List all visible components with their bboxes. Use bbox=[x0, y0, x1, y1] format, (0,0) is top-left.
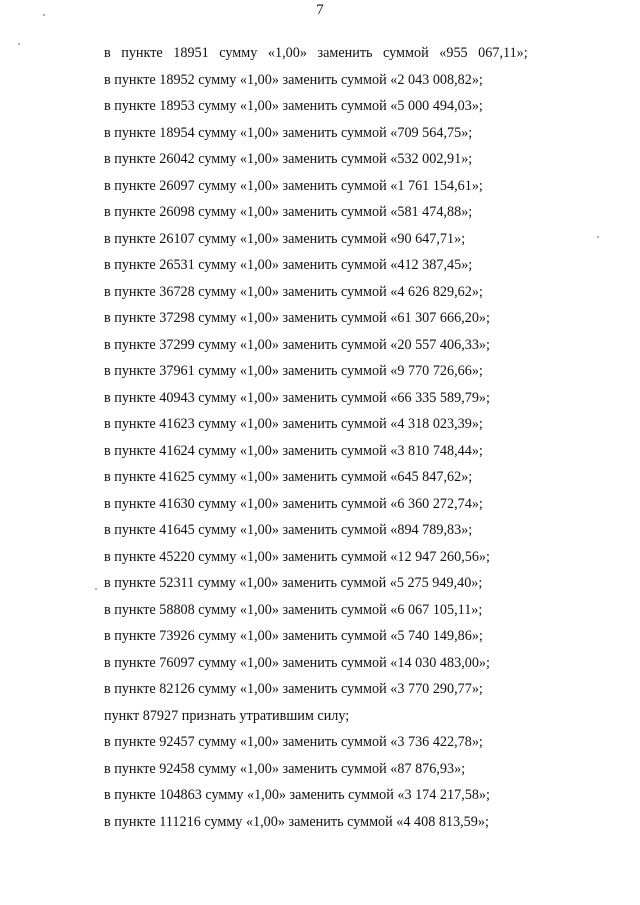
amendment-line: в пункте 41625 сумму «1,00» заменить суммой «645 847,62»; bbox=[104, 469, 473, 485]
amendment-line: в пункте 111216 сумму «1,00» заменить суммой «4 408 813,59»; bbox=[104, 813, 489, 830]
amendment-line: в пункте 92458 сумму «1,00» заменить суммой «87 876,93»; bbox=[104, 760, 466, 777]
amendment-line: в пункте 104863 сумму «1,00» заменить суммой «3 174 217,58»; bbox=[104, 787, 490, 803]
amendment-line: в пункте 40943 сумму «1,00» заменить суммой «66 335 589,79»; bbox=[104, 389, 490, 406]
amendment-line: в пункте 37299 сумму «1,00» заменить суммой «20 557 406,33»; bbox=[104, 336, 490, 353]
scan-speck bbox=[597, 236, 599, 238]
amendment-line: в пункте 52311 сумму «1,00» заменить суммой «5 275 949,40»; bbox=[104, 575, 483, 591]
amendment-line: в пункте 92457 сумму «1,00» заменить суммой «3 736 422,78»; bbox=[104, 734, 483, 750]
amendment-line: в пункте 58808 сумму «1,00» заменить суммой «6 067 105,11»; bbox=[104, 601, 483, 618]
amendment-line: в пункте 26042 сумму «1,00» заменить суммой «532 002,91»; bbox=[104, 151, 473, 167]
scan-speck bbox=[43, 14, 45, 16]
amendment-line: в пункте 82126 сумму «1,00» заменить суммой «3 770 290,77»; bbox=[104, 681, 483, 697]
amendment-line: в пункте 41630 сумму «1,00» заменить суммой «6 360 272,74»; bbox=[104, 495, 483, 512]
page-number: 7 bbox=[316, 2, 324, 18]
amendment-line: в пункте 18954 сумму «1,00» заменить суммой «709 564,75»; bbox=[104, 124, 473, 141]
amendment-line: в пункте 37298 сумму «1,00» заменить суммой «61 307 666,20»; bbox=[104, 310, 490, 326]
amendment-line: в пункте 26098 сумму «1,00» заменить суммой «581 474,88»; bbox=[104, 204, 473, 220]
amendment-line: пункт 87927 признать утратившим силу; bbox=[104, 707, 350, 724]
scan-speck bbox=[95, 588, 97, 590]
amendment-line: в пункте 45220 сумму «1,00» заменить суммой «12 947 260,56»; bbox=[104, 548, 490, 565]
amendment-line: в пункте 41623 сумму «1,00» заменить суммой «4 318 023,39»; bbox=[104, 416, 483, 432]
amendment-line: в пункте 26097 сумму «1,00» заменить суммой «1 761 154,61»; bbox=[104, 177, 483, 194]
amendment-line: в пункте 73926 сумму «1,00» заменить суммой «5 740 149,86»; bbox=[104, 628, 483, 644]
amendment-line: в пункте 26531 сумму «1,00» заменить суммой «412 387,45»; bbox=[104, 257, 473, 273]
amendment-list bbox=[104, 40, 534, 835]
amendment-line: в пункте 36728 сумму «1,00» заменить суммой «4 626 829,62»; bbox=[104, 283, 483, 300]
amendment-line: в пункте 18952 сумму «1,00» заменить суммой «2 043 008,82»; bbox=[104, 71, 483, 88]
amendment-line: в пункте 41624 сумму «1,00» заменить суммой «3 810 748,44»; bbox=[104, 442, 483, 459]
amendment-line: в пункте 37961 сумму «1,00» заменить суммой «9 770 726,66»; bbox=[104, 363, 483, 379]
amendment-line: в пункте 41645 сумму «1,00» заменить суммой «894 789,83»; bbox=[104, 522, 473, 538]
amendment-line: в пункте 26107 сумму «1,00» заменить суммой «90 647,71»; bbox=[104, 230, 466, 247]
amendment-line: в пункте 76097 сумму «1,00» заменить суммой «14 030 483,00»; bbox=[104, 654, 490, 671]
amendment-line: в пункте 18953 сумму «1,00» заменить суммой «5 000 494,03»; bbox=[104, 98, 483, 114]
amendment-line: в пункте 18951 сумму «1,00» заменить суммой «955 067,11»; bbox=[104, 45, 528, 61]
scan-speck bbox=[18, 43, 20, 45]
